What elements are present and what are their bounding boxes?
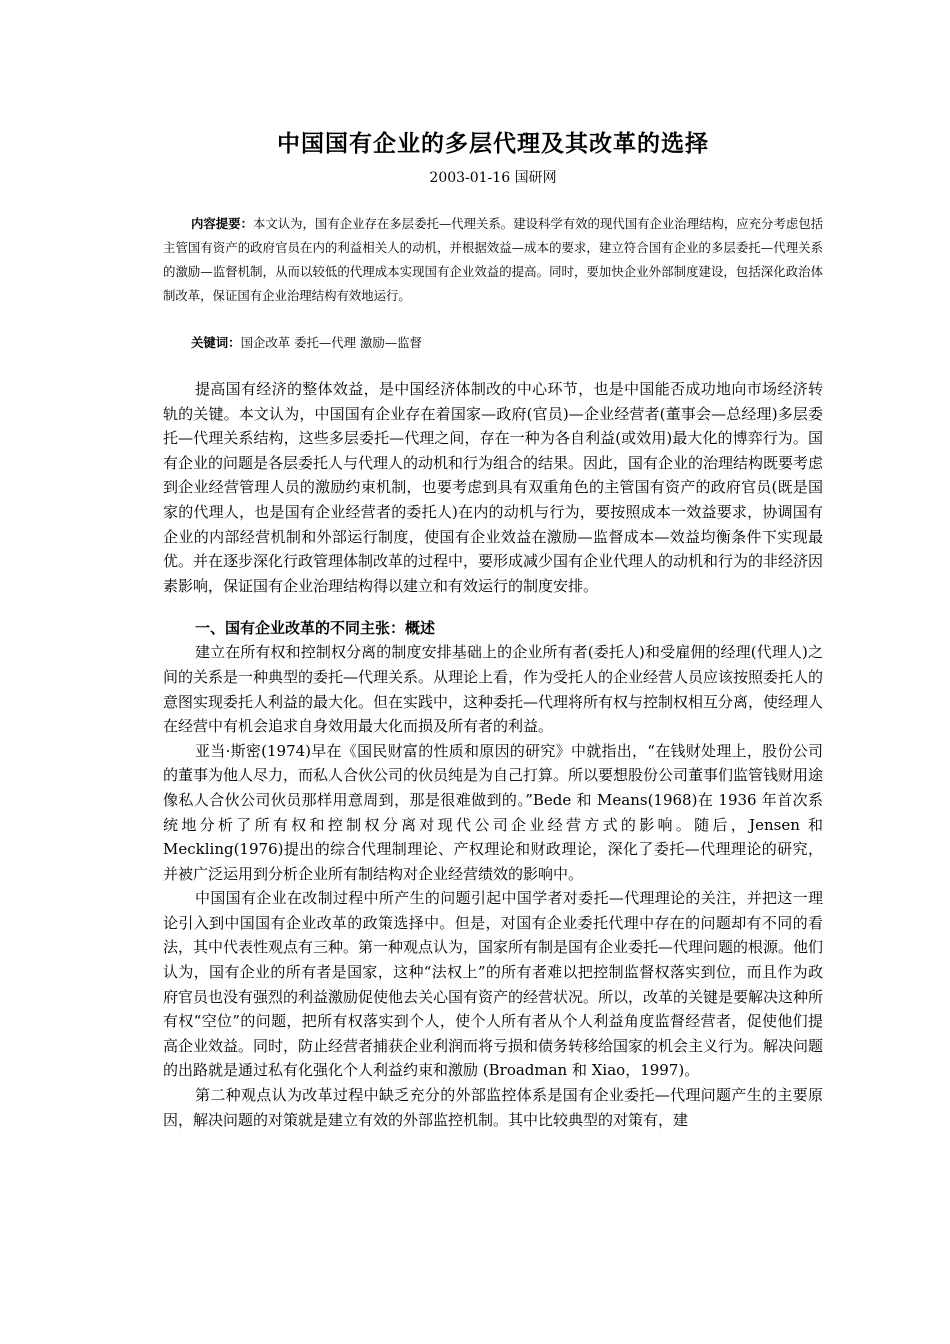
- article-body: [163, 377, 823, 1132]
- section-heading: 一、国有企业改革的不同主张：概述: [195, 619, 436, 638]
- body-paragraph: 建立在所有权和控制权分离的制度安排基础上的企业所有者(委托人)和受雇佣的经理(代理人)之间的关系是一种典型的委托—代理关系。从理论上看，作为受托人的企业经营人员应该按照委托人的意图实现委托人利益的最大化。但在实践中，这种委托—代理将所有权与控制权相互分离，使经理人在经营中有机会追求自身效用最大化而损及所有者的利益。: [163, 643, 824, 736]
- body-paragraph: 中国国有企业在改制过程中所产生的问题引起中国学者对委托—代理理论的关注，并把这一理论引入到中国国有企业改革的政策选择中。但是，对国有企业委托代理中存在的问题却有不同的看法，其中代表性观点有三种。第一种观点认为，国家所有制是国有企业委托—代理问题的根源。他们认为，国有企业的所有者是国家，这种“法权上”的所有者难以把控制监督权落实到位，而且作为政府官员也没有强烈的利益激励促使他去关心国有资产的经营状况。所以，改革的关键是要解决这种所有权“空位”的问题，把所有权落实到个人，使个人所有者从个人利益角度监督经营者，促使他们提高企业效益。同时，防止经营者捕获企业利润而将亏损和债务转移给国家的机会主义行为。解决问题的出路就是通过私有化强化个人利益约束和激励 (Broadman 和 Xiao，1997)。: [163, 889, 824, 1080]
- body-paragraph: 第二种观点认为改革过程中缺乏充分的外部监控体系是国有企业委托—代理问题产生的主要原因，解决问题的对策就是建立有效的外部监控机制。其中比较典型的对策有，建: [163, 1086, 823, 1129]
- article-title: 中国国有企业的多层代理及其改革的选择: [277, 131, 709, 157]
- abstract: [163, 212, 823, 308]
- keywords-text: 国企改革 委托—代理 激励—监督: [240, 335, 422, 350]
- abstract-text: 本文认为，国有企业存在多层委托—代理关系。建设科学有效的现代国有企业治理结构，应充分考虑包括主管国有资产的政府官员在内的利益相关人的动机，并根据效益—成本的要求，建立符合国有企业的多层委托—代理关系的激励—监督机制，从而以较低的代理成本实现国有企业效益的提高。同时，要加快企业外部制度建设，包括深化政治体制改革，保证国有企业治理结构有效地运行。: [163, 216, 824, 303]
- document-page: [163, 128, 823, 1132]
- abstract-label: 内容提要：: [191, 216, 253, 231]
- keywords-label: 关键词：: [191, 335, 241, 350]
- keywords: [163, 333, 823, 353]
- body-paragraph: 亚当·斯密(1974)早在《国民财富的性质和原因的研究》中就指出，“在钱财处理上，股份公司的董事为他人尽力，而私人合伙公司的伙员纯是为自己打算。所以要想股份公司董事们监管钱财用途像私人合伙公司伙员那样用意周到，那是很难做到的。”Bede 和 Means(1968)在 1936 年首次系统地分析了所有权和控制权分离对现代公司企业经营方式的影响。随后，Jensen 和 Meckling(1976)提出的综合代理制理论、产权理论和财政理论，深化了委托—代理理论的研究，并被广泛运用到分析企业所有制结构对企业经营绩效的影响中。: [163, 741, 824, 883]
- article-date-source: 2003-01-16 国研网: [429, 170, 557, 186]
- intro-paragraph: 提高国有经济的整体效益，是中国经济体制改的中心环节，也是中国能否成功地向市场经济转轨的关键。本文认为，中国国有企业存在着国家—政府(官员)—企业经营者(董事会—总经理)多层委托—代理关系结构，这些多层委托—代理之间，存在一种为各自利益(或效用)最大化的博弈行为。国有企业的问题是各层委托人与代理人的动机和行为组合的结果。因此，国有企业的治理结构既要考虑到企业经营管理人员的激励约束机制，也要考虑到具有双重角色的主管国有资产的政府官员(既是国家的代理人，也是国有企业经营者的委托人)在内的动机与行为，要按照成本一效益要求，协调国有企业的内部经营机制和外部运行制度，使国有企业效益在激励—监督成本—效益均衡条件下实现最优。并在逐步深化行政管理体制改革的过程中，要形成减少国有企业代理人的动机和行为的非经济因素影响，保证国有企业治理结构得以建立和有效运行的制度安排。: [163, 380, 824, 595]
